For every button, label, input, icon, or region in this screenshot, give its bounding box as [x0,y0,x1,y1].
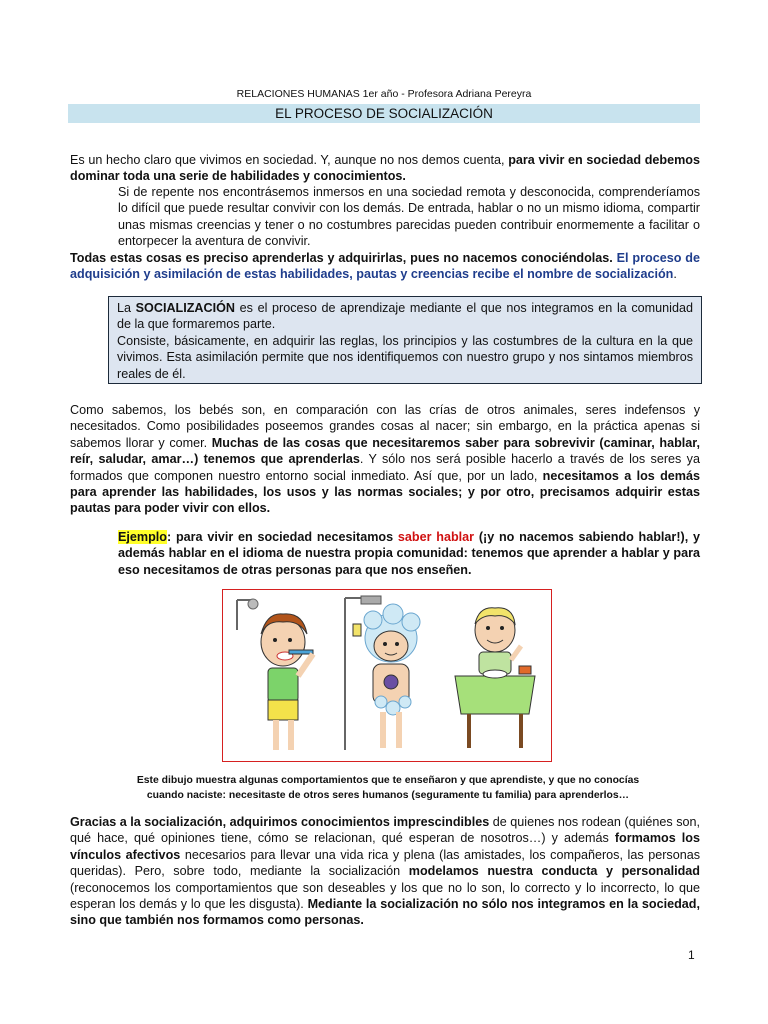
example-paragraph: Ejemplo: para vivir en sociedad necesitamos saber hablar (¡y no nacemos sabiendo hablar!), y además hablar en el idioma de nuestra propia comunidad: tenemos que aprender a hablar y para eso necesitamos de otras personas para que nos enseñen. [118,530,700,577]
illustration-svg [223,590,551,761]
child-eating-at-table [455,608,535,748]
course-header: RELACIONES HUMANAS 1er año - Profesora Adriana Pereyra [236,88,532,100]
socialization-intro-paragraph: Todas estas cosas es preciso aprenderlas y adquirirlas, pues no nacemos conociéndolas. El proceso de adquisición y asimilación de estas habilidades, pautas y creencias recibe el nombre de socialización. [70,251,700,282]
definition-line-2: Consiste, básicamente, en adquirir las reglas, los principios y las costumbres de la cultura en la que vivimos. Esta asimilación permite que nos identifiquemos con nuestro grupo y nos sintamos miembros reales de él. [117,333,693,381]
definition-line-1: La SOCIALIZACIÓN es el proceso de aprendizaje mediante el que nos integramos en la comunidad de la que formaremos parte. [117,301,693,332]
page-number: 1 [688,948,695,962]
babies-paragraph: Como sabemos, los bebés son, en comparación con las crías de otros animales, seres indefensos y necesitados. Como posibilidades poseemos grandes cosas al nacer; sin embargo, en la práctica apenas si sabemos llorar y comer. Muchas de las cosas que necesitaremos saber para sobrevivir (caminar, hablar, reír, saludar, amar…) tenemos que aprenderlas. Y sólo nos será posible hacerlo a través de los seres ya formados que componen nuestro entorno social inmediato. Así que, por un lado, necesitamos a los demás para aprender las habilidades, los usos y las normas sociales; y por otro, precisamos adquirir estas pautas para poder vivir con ellos. [70,403,700,516]
socialization-illustration [222,589,552,762]
child-in-shower [345,596,420,750]
page-title: EL PROCESO DE SOCIALIZACIÓN [68,104,700,123]
illustration-caption: Este dibujo muestra algunas comportamientos que te enseñaron y que aprendiste, y que no conocías cuando naciste: necesitaste de otros seres humanos (seguramente tu familia) para aprenderlos… [136,775,640,801]
example-highlight: Ejemplo [118,530,167,544]
definition-box [108,296,702,384]
benefits-paragraph: Gracias a la socialización, adquirimos conocimientos imprescindibles de quienes nos rodean (quiénes son, qué hace, qué opiniones tiene, cómo se relacionan, qué esperan de nosotros…) y además formamos los vínculos afectivos necesarios para llevar una vida rica y plena (las amistades, los compañeros, las personas queridas). Pero, sobre todo, mediante la socialización modelamos nuestra conducta y personalidad (reconocemos los comportamientos que son deseables y los que no lo son, lo correcto y lo incorrecto, lo que esperan los demás y lo que les disgusta). Mediante la socialización no sólo nos integramos en la sociedad, sino que también nos formamos como personas. [70,815,701,928]
child-brushing-teeth [237,599,313,750]
intro-paragraph: Es un hecho claro que vivimos en sociedad. Y, aunque no nos demos cuenta, para vivir en sociedad debemos dominar toda una serie de habilidades y conocimientos. [70,153,700,184]
indented-paragraph: Si de repente nos encontrásemos inmersos en una sociedad remota y desconocida, comprenderíamos lo difícil que puede resultar convivir con los demás. De entrada, hablar o no un mismo idioma, compartir unas mismas creencias y tener o no costumbres parecidas pueden contribuir enormemente a facilitar o entorpecer la aventura de convivir. [118,185,700,249]
